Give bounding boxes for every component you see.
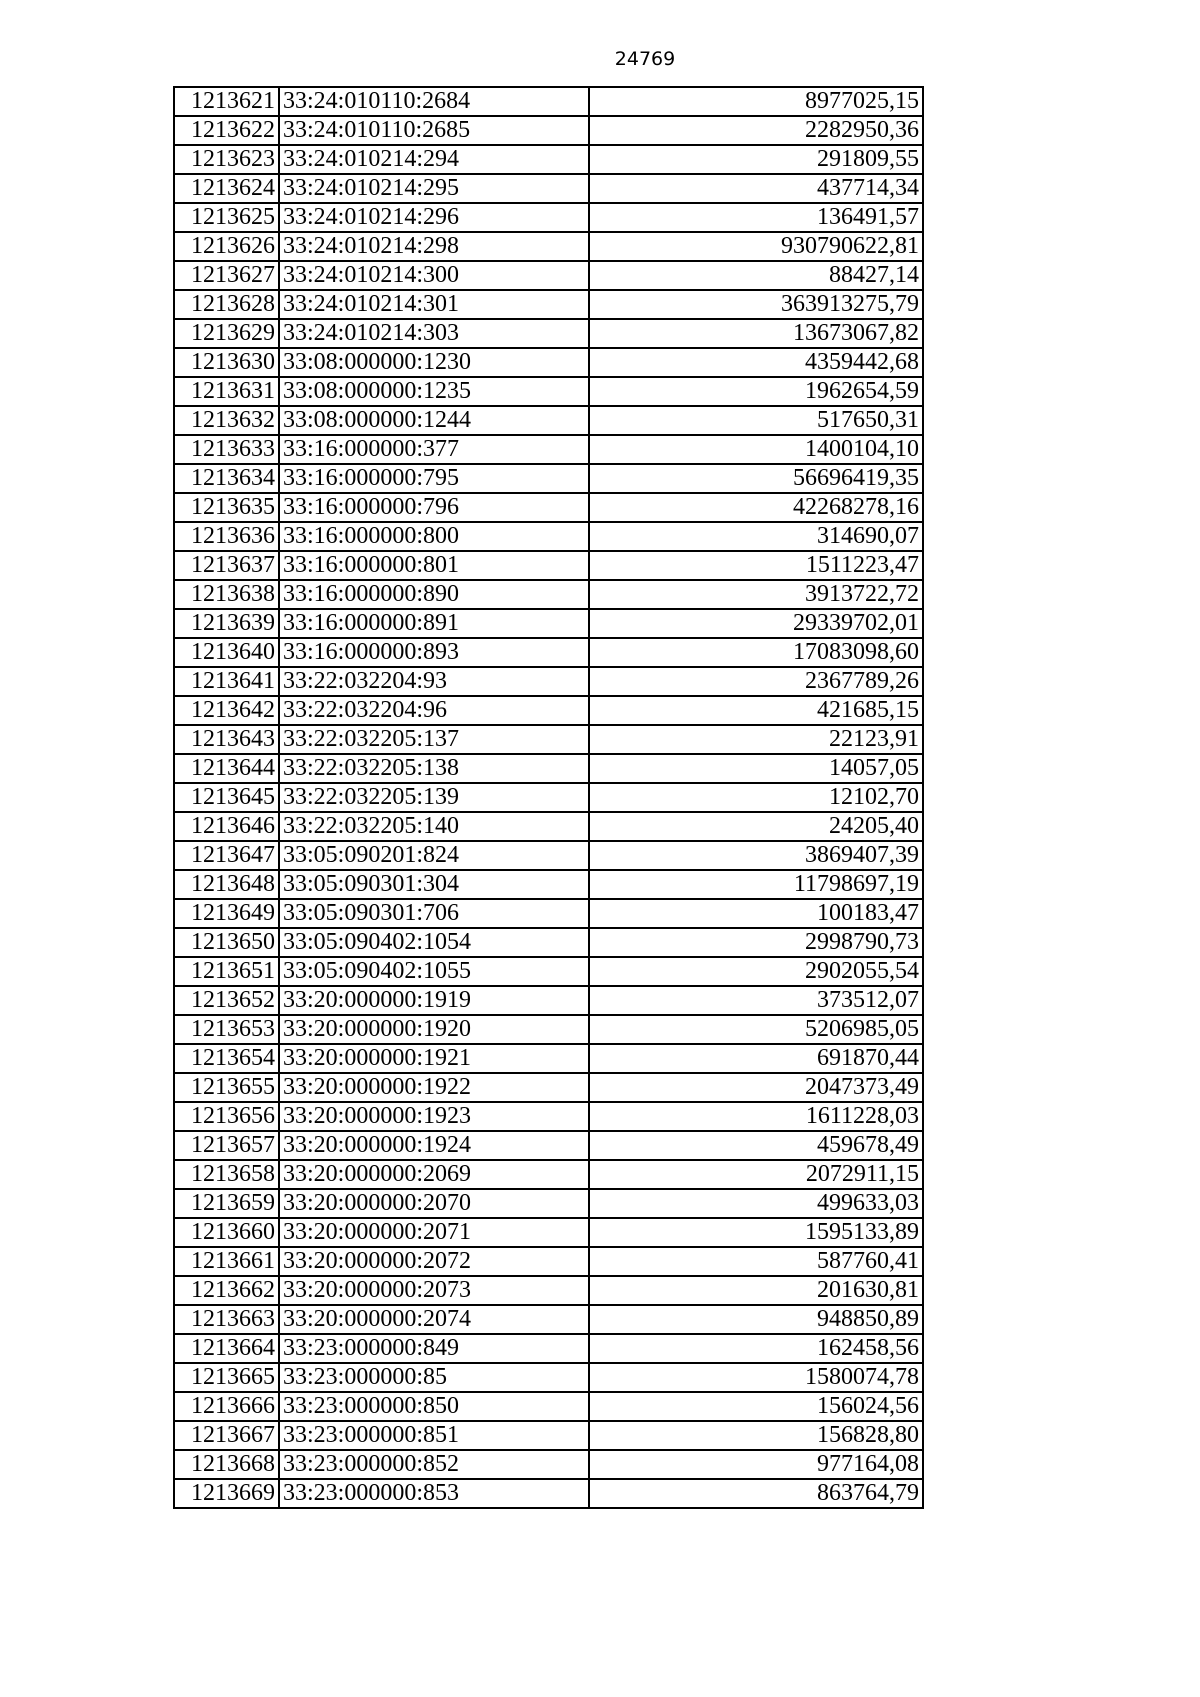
row-id-cell: 1213632 (174, 406, 279, 435)
value-cell: 459678,49 (589, 1131, 923, 1160)
cadastral-number-cell: 33:20:000000:1921 (279, 1044, 589, 1073)
cadastral-number-cell: 33:08:000000:1235 (279, 377, 589, 406)
row-id-cell: 1213622 (174, 116, 279, 145)
value-cell: 2072911,15 (589, 1160, 923, 1189)
row-id-cell: 1213637 (174, 551, 279, 580)
value-cell: 499633,03 (589, 1189, 923, 1218)
cadastral-number-cell: 33:22:032204:96 (279, 696, 589, 725)
cadastral-number-cell: 33:24:010214:296 (279, 203, 589, 232)
cadastral-number-cell: 33:22:032205:139 (279, 783, 589, 812)
cadastral-number-cell: 33:24:010214:298 (279, 232, 589, 261)
row-id-cell: 1213657 (174, 1131, 279, 1160)
value-cell: 56696419,35 (589, 464, 923, 493)
cadastral-number-cell: 33:24:010214:295 (279, 174, 589, 203)
table-row (174, 261, 923, 290)
table-row (174, 522, 923, 551)
value-cell: 1595133,89 (589, 1218, 923, 1247)
row-id-cell: 1213625 (174, 203, 279, 232)
value-cell: 1511223,47 (589, 551, 923, 580)
row-id-cell: 1213633 (174, 435, 279, 464)
value-cell: 1580074,78 (589, 1363, 923, 1392)
table-row (174, 870, 923, 899)
table-row (174, 1073, 923, 1102)
cadastral-number-cell: 33:05:090301:304 (279, 870, 589, 899)
row-id-cell: 1213668 (174, 1450, 279, 1479)
row-id-cell: 1213667 (174, 1421, 279, 1450)
cadastral-number-cell: 33:22:032205:138 (279, 754, 589, 783)
row-id-cell: 1213635 (174, 493, 279, 522)
row-id-cell: 1213624 (174, 174, 279, 203)
cadastral-number-cell: 33:22:032204:93 (279, 667, 589, 696)
table-row (174, 435, 923, 464)
value-cell: 363913275,79 (589, 290, 923, 319)
table-row (174, 290, 923, 319)
row-id-cell: 1213640 (174, 638, 279, 667)
cadastral-number-cell: 33:23:000000:85 (279, 1363, 589, 1392)
table-row (174, 203, 923, 232)
value-cell: 948850,89 (589, 1305, 923, 1334)
value-cell: 4359442,68 (589, 348, 923, 377)
row-id-cell: 1213652 (174, 986, 279, 1015)
table-row (174, 580, 923, 609)
table-row (174, 928, 923, 957)
cadastral-number-cell: 33:20:000000:2069 (279, 1160, 589, 1189)
table-row (174, 609, 923, 638)
row-id-cell: 1213649 (174, 899, 279, 928)
value-cell: 8977025,15 (589, 87, 923, 116)
table-row (174, 1334, 923, 1363)
value-cell: 42268278,16 (589, 493, 923, 522)
row-id-cell: 1213626 (174, 232, 279, 261)
table-row (174, 1421, 923, 1450)
cadastral-number-cell: 33:16:000000:891 (279, 609, 589, 638)
row-id-cell: 1213653 (174, 1015, 279, 1044)
value-cell: 930790622,81 (589, 232, 923, 261)
table-row (174, 87, 923, 116)
cadastral-number-cell: 33:20:000000:1922 (279, 1073, 589, 1102)
row-id-cell: 1213648 (174, 870, 279, 899)
cadastral-number-cell: 33:24:010214:300 (279, 261, 589, 290)
cadastral-number-cell: 33:05:090402:1054 (279, 928, 589, 957)
table-row (174, 377, 923, 406)
row-id-cell: 1213669 (174, 1479, 279, 1508)
row-id-cell: 1213663 (174, 1305, 279, 1334)
cadastral-number-cell: 33:16:000000:795 (279, 464, 589, 493)
value-cell: 437714,34 (589, 174, 923, 203)
table-row (174, 783, 923, 812)
row-id-cell: 1213644 (174, 754, 279, 783)
table-row (174, 812, 923, 841)
row-id-cell: 1213655 (174, 1073, 279, 1102)
row-id-cell: 1213662 (174, 1276, 279, 1305)
value-cell: 1400104,10 (589, 435, 923, 464)
cadastral-number-cell: 33:16:000000:796 (279, 493, 589, 522)
row-id-cell: 1213647 (174, 841, 279, 870)
value-cell: 2902055,54 (589, 957, 923, 986)
cadastral-number-cell: 33:20:000000:2070 (279, 1189, 589, 1218)
value-cell: 1611228,03 (589, 1102, 923, 1131)
cadastral-number-cell: 33:23:000000:850 (279, 1392, 589, 1421)
row-id-cell: 1213634 (174, 464, 279, 493)
row-id-cell: 1213654 (174, 1044, 279, 1073)
value-cell: 13673067,82 (589, 319, 923, 348)
row-id-cell: 1213623 (174, 145, 279, 174)
table-row (174, 1102, 923, 1131)
value-cell: 162458,56 (589, 1334, 923, 1363)
table-row (174, 1131, 923, 1160)
cadastral-number-cell: 33:05:090301:706 (279, 899, 589, 928)
row-id-cell: 1213643 (174, 725, 279, 754)
table-row (174, 1015, 923, 1044)
row-id-cell: 1213660 (174, 1218, 279, 1247)
row-id-cell: 1213642 (174, 696, 279, 725)
cadastral-number-cell: 33:24:010214:294 (279, 145, 589, 174)
value-cell: 2047373,49 (589, 1073, 923, 1102)
table-row (174, 1044, 923, 1073)
row-id-cell: 1213656 (174, 1102, 279, 1131)
row-id-cell: 1213621 (174, 87, 279, 116)
cadastral-number-cell: 33:23:000000:852 (279, 1450, 589, 1479)
value-cell: 24205,40 (589, 812, 923, 841)
table-row (174, 1160, 923, 1189)
table-row (174, 551, 923, 580)
cadastral-number-cell: 33:20:000000:1923 (279, 1102, 589, 1131)
table-row (174, 1479, 923, 1508)
row-id-cell: 1213659 (174, 1189, 279, 1218)
row-id-cell: 1213628 (174, 290, 279, 319)
cadastral-number-cell: 33:08:000000:1244 (279, 406, 589, 435)
table-row (174, 1218, 923, 1247)
table-row (174, 638, 923, 667)
cadastral-number-cell: 33:08:000000:1230 (279, 348, 589, 377)
value-cell: 14057,05 (589, 754, 923, 783)
value-cell: 3913722,72 (589, 580, 923, 609)
value-cell: 136491,57 (589, 203, 923, 232)
value-cell: 2998790,73 (589, 928, 923, 957)
value-cell: 314690,07 (589, 522, 923, 551)
cadastral-number-cell: 33:20:000000:2071 (279, 1218, 589, 1247)
row-id-cell: 1213639 (174, 609, 279, 638)
value-cell: 11798697,19 (589, 870, 923, 899)
page-number: 24769 (614, 48, 676, 70)
value-cell: 977164,08 (589, 1450, 923, 1479)
table-row (174, 957, 923, 986)
value-cell: 1962654,59 (589, 377, 923, 406)
table-row (174, 986, 923, 1015)
table-row (174, 841, 923, 870)
value-cell: 100183,47 (589, 899, 923, 928)
value-cell: 587760,41 (589, 1247, 923, 1276)
value-cell: 863764,79 (589, 1479, 923, 1508)
table-row (174, 899, 923, 928)
row-id-cell: 1213650 (174, 928, 279, 957)
table-row (174, 1247, 923, 1276)
cadastral-number-cell: 33:05:090402:1055 (279, 957, 589, 986)
row-id-cell: 1213664 (174, 1334, 279, 1363)
cadastral-number-cell: 33:16:000000:893 (279, 638, 589, 667)
row-id-cell: 1213641 (174, 667, 279, 696)
table-row (174, 232, 923, 261)
table-row (174, 725, 923, 754)
value-cell: 421685,15 (589, 696, 923, 725)
value-cell: 5206985,05 (589, 1015, 923, 1044)
table-row (174, 319, 923, 348)
table-row (174, 464, 923, 493)
table-row (174, 348, 923, 377)
table-row (174, 493, 923, 522)
value-cell: 691870,44 (589, 1044, 923, 1073)
cadastral-number-cell: 33:20:000000:2074 (279, 1305, 589, 1334)
cadastral-number-cell: 33:23:000000:851 (279, 1421, 589, 1450)
row-id-cell: 1213645 (174, 783, 279, 812)
cadastral-number-cell: 33:16:000000:890 (279, 580, 589, 609)
table-row (174, 1189, 923, 1218)
cadastral-number-cell: 33:05:090201:824 (279, 841, 589, 870)
row-id-cell: 1213661 (174, 1247, 279, 1276)
value-cell: 2367789,26 (589, 667, 923, 696)
row-id-cell: 1213629 (174, 319, 279, 348)
table-row (174, 1450, 923, 1479)
row-id-cell: 1213631 (174, 377, 279, 406)
row-id-cell: 1213666 (174, 1392, 279, 1421)
value-cell: 22123,91 (589, 725, 923, 754)
table-row (174, 1305, 923, 1334)
table-row (174, 1363, 923, 1392)
cadastral-number-cell: 33:24:010110:2684 (279, 87, 589, 116)
table-row (174, 406, 923, 435)
table-row (174, 754, 923, 783)
table-row (174, 1276, 923, 1305)
value-cell: 156828,80 (589, 1421, 923, 1450)
value-cell: 17083098,60 (589, 638, 923, 667)
value-cell: 291809,55 (589, 145, 923, 174)
value-cell: 156024,56 (589, 1392, 923, 1421)
row-id-cell: 1213658 (174, 1160, 279, 1189)
cadastral-number-cell: 33:20:000000:2073 (279, 1276, 589, 1305)
value-cell: 2282950,36 (589, 116, 923, 145)
cadastral-number-cell: 33:16:000000:377 (279, 435, 589, 464)
cadastral-number-cell: 33:16:000000:801 (279, 551, 589, 580)
value-cell: 201630,81 (589, 1276, 923, 1305)
cadastral-number-cell: 33:20:000000:1924 (279, 1131, 589, 1160)
value-cell: 3869407,39 (589, 841, 923, 870)
row-id-cell: 1213630 (174, 348, 279, 377)
cadastral-number-cell: 33:24:010214:301 (279, 290, 589, 319)
cadastral-number-cell: 33:23:000000:849 (279, 1334, 589, 1363)
value-cell: 373512,07 (589, 986, 923, 1015)
row-id-cell: 1213627 (174, 261, 279, 290)
cadastral-number-cell: 33:20:000000:1919 (279, 986, 589, 1015)
table-row (174, 174, 923, 203)
row-id-cell: 1213638 (174, 580, 279, 609)
row-id-cell: 1213665 (174, 1363, 279, 1392)
table-row (174, 696, 923, 725)
row-id-cell: 1213646 (174, 812, 279, 841)
cadastral-number-cell: 33:16:000000:800 (279, 522, 589, 551)
table-row (174, 1392, 923, 1421)
cadastral-number-cell: 33:20:000000:1920 (279, 1015, 589, 1044)
table-row (174, 145, 923, 174)
row-id-cell: 1213651 (174, 957, 279, 986)
cadastral-number-cell: 33:23:000000:853 (279, 1479, 589, 1508)
registry-table-body (174, 87, 923, 1508)
registry-table (173, 86, 924, 1509)
cadastral-number-cell: 33:22:032205:137 (279, 725, 589, 754)
value-cell: 29339702,01 (589, 609, 923, 638)
value-cell: 88427,14 (589, 261, 923, 290)
row-id-cell: 1213636 (174, 522, 279, 551)
table-row (174, 116, 923, 145)
cadastral-number-cell: 33:24:010110:2685 (279, 116, 589, 145)
cadastral-number-cell: 33:20:000000:2072 (279, 1247, 589, 1276)
table-row (174, 667, 923, 696)
value-cell: 517650,31 (589, 406, 923, 435)
cadastral-number-cell: 33:24:010214:303 (279, 319, 589, 348)
value-cell: 12102,70 (589, 783, 923, 812)
cadastral-number-cell: 33:22:032205:140 (279, 812, 589, 841)
